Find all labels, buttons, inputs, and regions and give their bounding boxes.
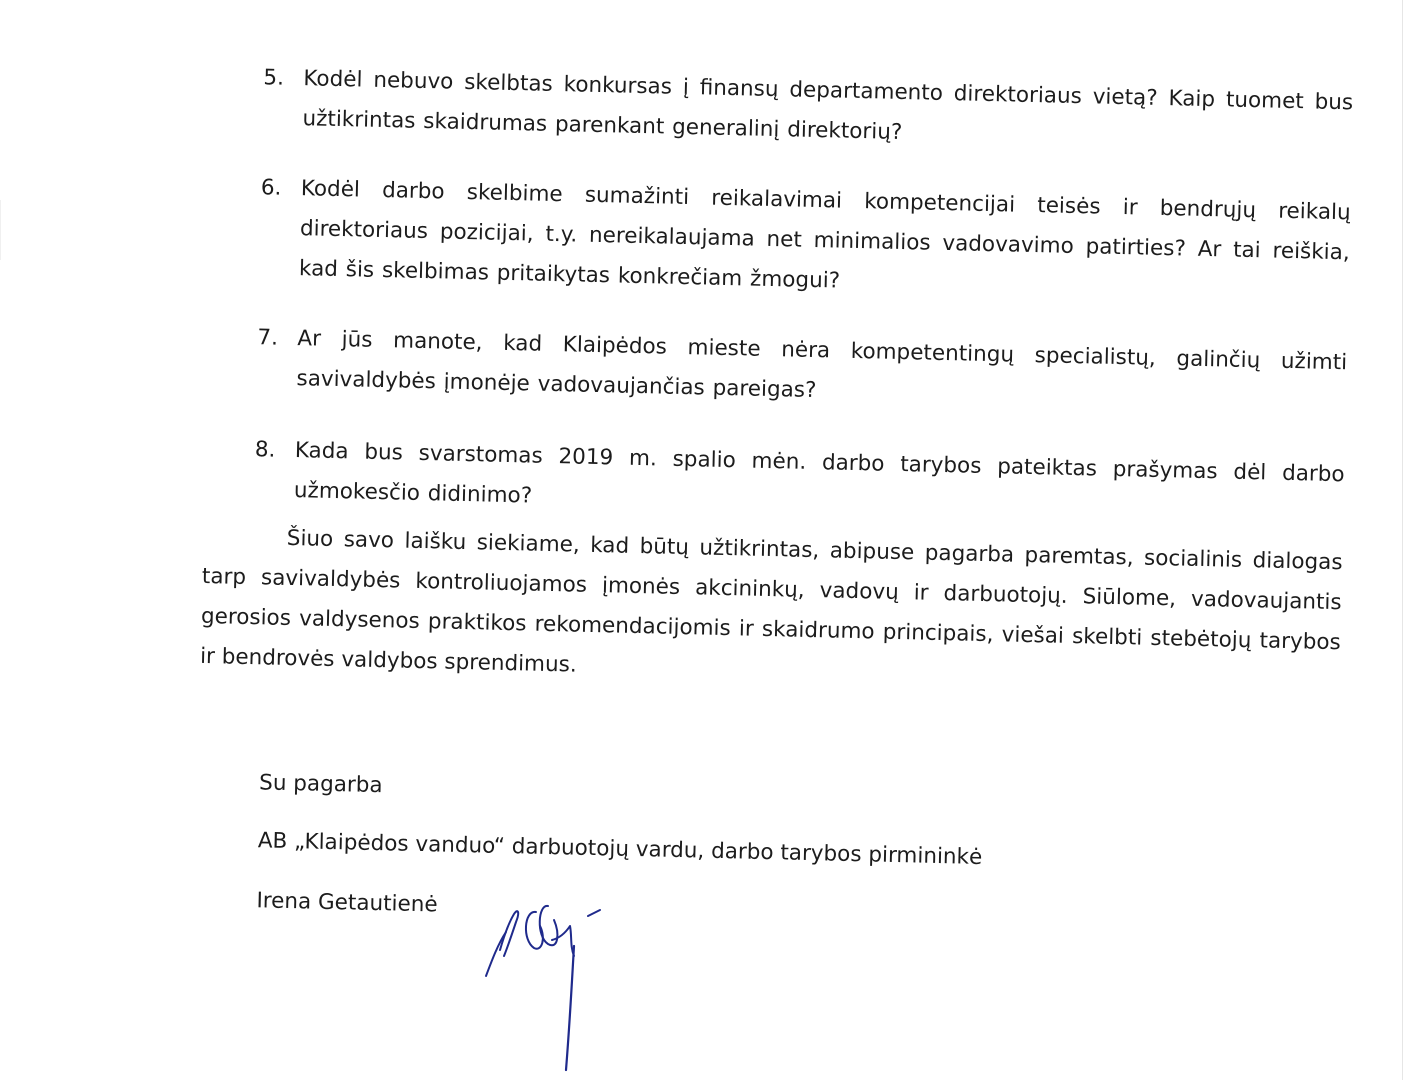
closing-paragraph: Šiuo savo laišku siekiame, kad būtų užtikrintas, abipuse pagarba paremtas, socialinis dialogas tarp savivaldybės kontroliuojamos įmonės akcininkų, vadovų ir darbuotojų. Siūlome, vadovaujantis gerosios valdysenos praktikos rekomendacijomis ir skaidrumo principais, viešai skelbti stebėtojų tarybos ir bendrovės valdybos sprendimus. — [199, 525, 1343, 678]
sign-off-role: AB „Klaipėdos vanduo“ darbuotojų vardu, darbo tarybos pirmininkė — [257, 828, 983, 870]
question-text: Ar jūs manote, kad Klaipėdos mieste nėra kompetentingų specialistų, galinčių užimti savivaldybės įmonėje vadovaujančias pareigas? — [296, 326, 1348, 404]
question-number: 8. — [254, 437, 276, 463]
handwritten-signature — [478, 880, 618, 1080]
question-item-6 — [260, 168, 1351, 294]
question-text: Kada bus svarstomas 2019 m. spalio mėn. darbo tarybos pateiktas prašymas dėl darbo užmokesčio didinimo? — [293, 438, 1345, 509]
signer-name: Irena Getautienė — [256, 888, 438, 918]
question-number: 6. — [260, 175, 282, 201]
signature-strokes — [486, 906, 600, 1070]
question-number: 5. — [263, 65, 285, 91]
question-item-7 — [257, 318, 1348, 404]
question-number: 7. — [257, 325, 279, 351]
question-text: Kodėl nebuvo skelbtas konkursas į finansų departamento direktoriaus vietą? Kaip tuomet bus užtikrintas skaidrumas parenkant generalinį direktorių? — [302, 66, 1354, 145]
question-item-8 — [254, 430, 1345, 509]
question-text: Kodėl darbo skelbime sumažinti reikalavimai kompetencijai teisės ir bendrųjų reikalų direktoriaus pozicijai, t.y. nereikalaujama net minimalios vadovavimo patirties? Ar tai reiškia, kad šis skelbimas pritaikytas konkrečiam žmogui? — [298, 176, 1351, 294]
question-item-5 — [263, 58, 1354, 145]
scan-edge — [0, 200, 1, 260]
sign-off-greeting: Su pagarba — [258, 770, 383, 799]
